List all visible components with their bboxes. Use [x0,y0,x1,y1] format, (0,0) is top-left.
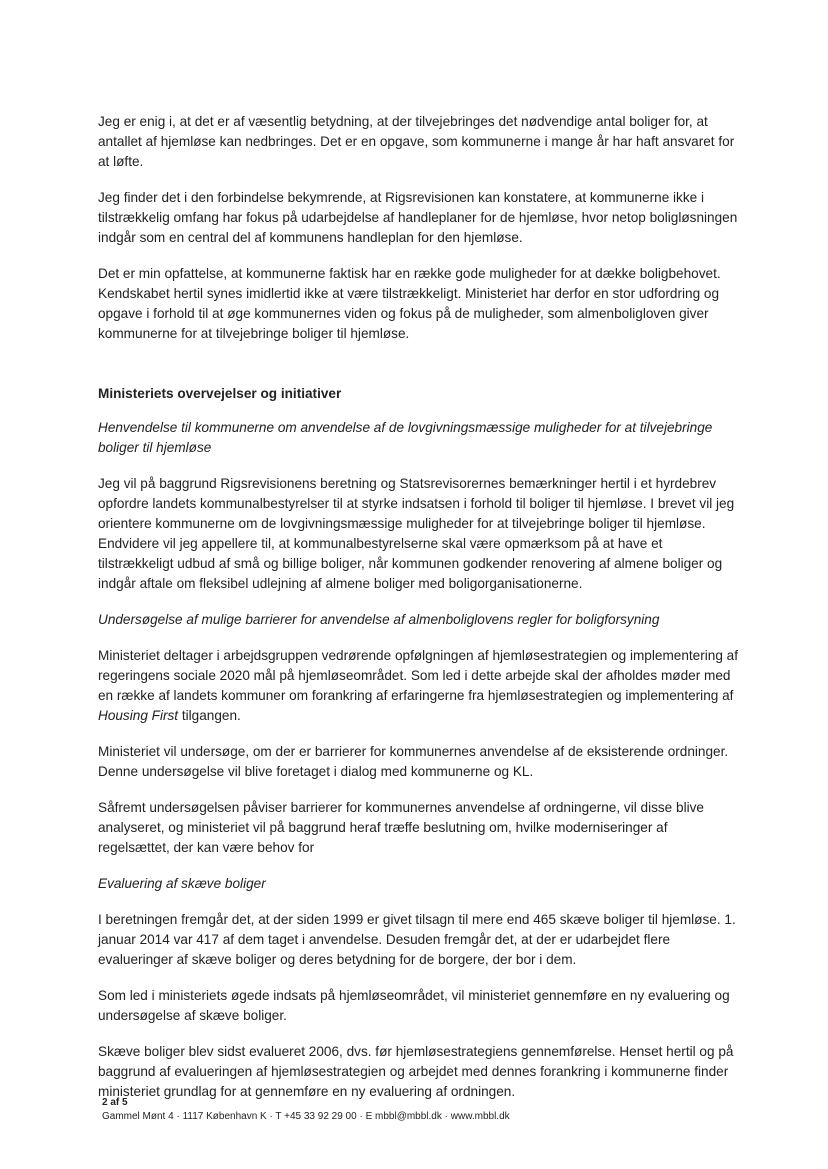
subsection-3-paragraph-2: Som led i ministeriets øgede indsats på hjemløseområdet, vil ministeriet gennemføre en ny evaluering og undersøgelse af skæve boliger. [98,988,730,1023]
subsection-3-paragraph-1: I beretningen fremgår det, at der siden 1999 er givet tilsagn til mere end 465 skæve boliger til hjemløse. 1. januar 2014 var 417 af dem taget i anvendelse. Desuden fremgår det, at der er udarbejdet flere evalueringer af skæve boliger og deres betydning for de borgere, der bor i dem. [98,912,736,967]
subsection-2-paragraph-1 [98,646,738,726]
housing-first-term: Housing First [98,708,179,723]
subsection-2-title: Undersøgelse af mulige barrierer for anvendelse af almenboliglovens regler for boligforsyning [98,612,660,627]
page-number: 2 af 5 [102,1097,128,1108]
subsection-2-paragraph-1-text: Ministeriet deltager i arbejdsgruppen vedrørende opfølgningen af hjemløsestrategien og implementering af regeringens sociale 2020 mål på hjemløseområdet. Som led i dette arbejde skal der afholdes møder med en række af landets kommuner om forankring af erfaringerne fra hjemløsestrategien og implementering af [98,648,739,703]
page-footer [102,1096,510,1124]
subsection-2-paragraph-1-tail: tilgangen. [178,708,241,723]
subsection-3-title: Evaluering af skæve boliger [98,876,266,891]
intro-paragraph-1: Jeg er enig i, at det er af væsentlig betydning, at der tilvejebringes det nødvendige antal boliger for, at antallet af hjemløse kan nedbringes. Det er en opgave, som kommunerne i mange år har haft ansvaret for at løfte. [98,114,735,169]
intro-paragraph-2: Jeg finder det i den forbindelse bekymrende, at Rigsrevisionen kan konstatere, at kommunerne ikke i tilstrækkelig omfang har fokus på udarbejdelse af handleplaner for de hjemløse, hvor netop boligløsningen indgår som en central del af kommunens handleplan for den hjemløse. [98,190,738,245]
document-body [98,112,738,1118]
subsection-3-paragraph-3: Skæve boliger blev sidst evalueret 2006, dvs. før hjemløsestrategiens gennemførelse. Henset hertil og på baggrund af evalueringen af hjemløsestrategien og arbejdet med dennes forankring i kommunerne finder ministeriet grundlag for at gennemføre en ny evaluering af ordningen. [98,1044,734,1099]
subsection-1-paragraph: Jeg vil på baggrund Rigsrevisionens beretning og Statsrevisorernes bemærkninger hertil i et hyrdebrev opfordre landets kommunalbestyrelser til at styrke indsatsen i forhold til boliger til hjemløse. I brevet vil jeg orientere kommunerne om de lovgivningsmæssige muligheder for at tilvejebringe boliger til hjemløse. Endvidere vil jeg appellere til, at kommunalbestyrelserne skal være opmærksom på at have et tilstrækkeligt udbud af små og billige boliger, når kommunen godkender renovering af almene boliger og indgår aftale om fleksibel udlejning af almene boliger med boligorganisationerne. [98,476,735,591]
section-heading: Ministeriets overvejelser og initiativer [98,386,342,401]
subsection-2-paragraph-3: Såfremt undersøgelsen påviser barrierer for kommunernes anvendelse af ordningerne, vil disse blive analyseret, og ministeriet vil på baggrund heraf træffe beslutning om, hvilke moderniseringer af regelsættet, der kan være behov for [98,800,704,855]
footer-address: Gammel Mønt 4 · 1117 København K · T +45 33 92 29 00 · E mbbl@mbbl.dk · www.mbbl.dk [102,1111,510,1122]
subsection-1-title: Henvendelse til kommunerne om anvendelse af de lovgivningsmæssige muligheder for at tilvejebringe boliger til hjemløse [98,420,713,455]
intro-paragraph-3: Det er min opfattelse, at kommunerne faktisk har en række gode muligheder for at dække boligbehovet. Kendskabet hertil synes imidlertid ikke at være tilstrækkeligt. Ministeriet har derfor en stor udfordring og opgave i forhold til at øge kommunernes viden og fokus på de muligheder, som almenboligloven giver kommunerne for at tilvejebringe boliger til hjemløse. [98,266,721,341]
subsection-2-paragraph-2: Ministeriet vil undersøge, om der er barrierer for kommunernes anvendelse af de eksisterende ordninger. Denne undersøgelse vil blive foretaget i dialog med kommunerne og KL. [98,744,729,779]
